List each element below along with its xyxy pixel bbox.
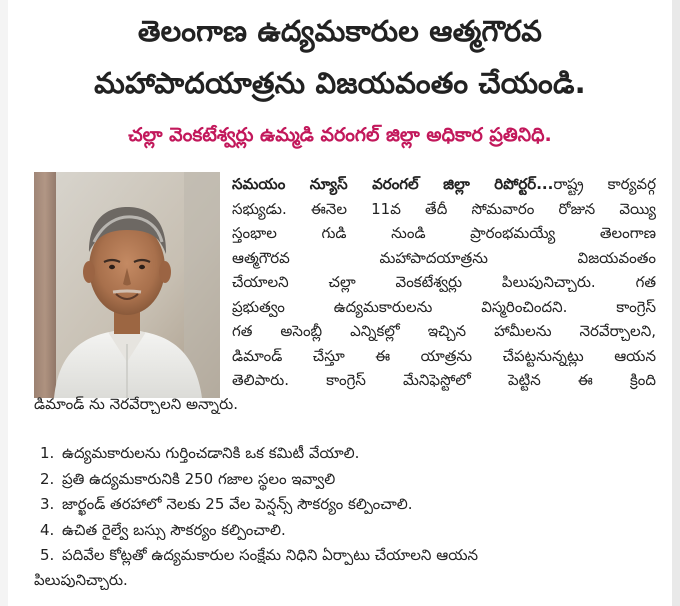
list-item-number: 5. (40, 546, 55, 564)
lead-continuation: రాష్ట్ర కార్యవర్గ (553, 175, 656, 193)
list-item (40, 492, 660, 518)
article-line-8: డిమాండ్ చేస్తూ ఈ యాత్రను చేపట్టనున్నట్లు ఆయన (232, 346, 656, 365)
list-item-text: ప్రతి ఉద్యమకారునికి 250 గజాల స్థలం ఇవ్వాలి (62, 469, 336, 488)
article-line-7: గత అసెంబ్లీ ఎన్నికల్లో ఇచ్చిన హామీలను నెరవేర్చాలని, (232, 322, 656, 340)
list-item-number: 3. (40, 495, 55, 513)
headline-line-1: తెలంగాణ ఉద్యమకారుల ఆత్మగౌరవ (137, 14, 543, 48)
list-item-text: పదివేల కోట్లతో ఉద్యమకారుల సంక్షేమ నిధిని ఏర్పాటు చేయాలని ఆయన (62, 546, 479, 564)
list-item-text: జార్ఖండ్ తరహాలో నెలకు 25 వేల పెన్షన్స్ సౌకర్యం కల్పించాలి. (62, 495, 413, 513)
list-item-text: ఉద్యమకారులను గుర్తించడానికి ఒక కమిటీ వేయాలి. (62, 444, 360, 462)
article-full-width-line: డిమాండ్ ను నెరవేర్చాలని అన్నారు. (34, 395, 238, 413)
portrait-photo (34, 172, 220, 398)
headline-line-2: మహాపాదయాత్రను విజయవంతం చేయండి. (94, 66, 586, 100)
lead-source: సమయం న్యూస్ వరంగల్ జిల్లా రిపోర్టర్... (232, 175, 554, 193)
article-line-3: స్తంభాల గుడి నుండి ప్రారంభమయ్యే తెలంగాణ (232, 224, 656, 242)
byline: చల్లా వెంకటేశ్వర్లు ఉమ్మడి వరంగల్ జిల్లా అధికార ప్రతినిధి. (128, 124, 552, 146)
portrait-illustration (34, 172, 220, 398)
list-item (40, 441, 660, 467)
list-item-number: 4. (40, 520, 55, 539)
list-item (40, 543, 660, 569)
article-body-wrapped (232, 172, 656, 393)
closing-line: పిలుపునిచ్చారు. (34, 571, 128, 589)
article-line-9: తెలిపారు. కాంగ్రెస్ మేనిఫెస్టోలో పెట్టిన ఈ క్రింది (232, 371, 656, 389)
list-item-number: 2. (40, 469, 55, 488)
article-line-5: చేయాలని చల్లా వెంకటేశ్వర్లు పిలుపునిచ్చారు. గత (232, 273, 656, 291)
article-line-4: ఆత్మగౌరవ మహాపాదయాత్రను విజయవంతం (232, 248, 656, 267)
list-item-text: ఉచిత రైల్వే బస్సు సౌకర్యం కల్పించాలి. (62, 520, 286, 539)
list-item-number: 1. (40, 444, 55, 462)
article-line-1 (232, 172, 656, 197)
list-item (40, 518, 660, 544)
demands-list (40, 441, 660, 569)
article-line-2: సభ్యుడు. ఈనెల 11వ తేదీ సోమవారం రోజున వెయ్యి (232, 199, 656, 218)
page-right-margin (672, 0, 680, 606)
list-item (40, 467, 660, 493)
article-line-6: ప్రభుత్వం ఉద్యమకారులను విస్మరించిందని. కాంగ్రెస్ (232, 297, 656, 316)
page-left-margin (0, 0, 8, 606)
